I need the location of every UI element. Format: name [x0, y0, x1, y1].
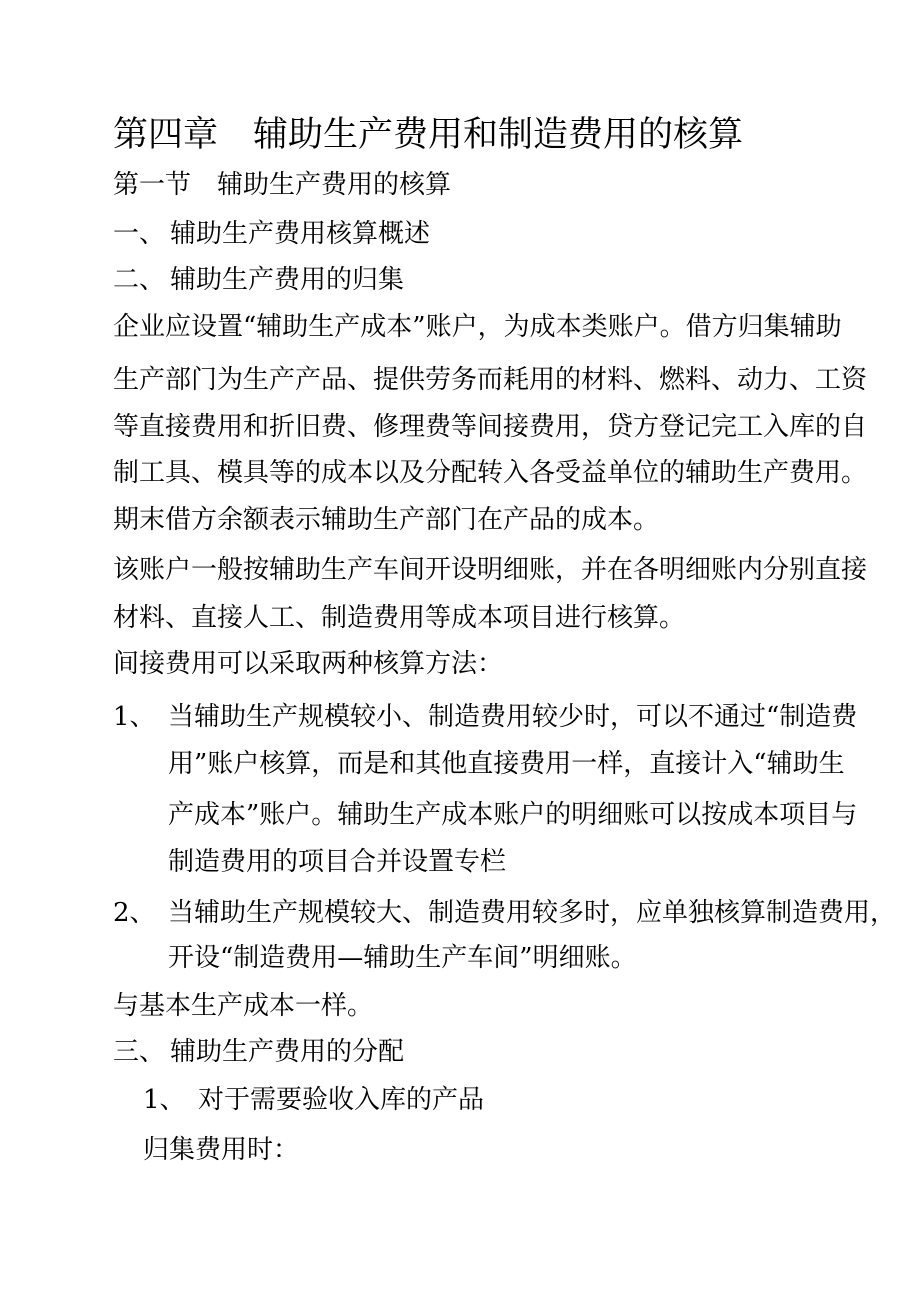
- list-item-line: 产成本”账户。辅助生产成本账户的明细账可以按成本项目与: [168, 800, 858, 830]
- paragraph-line: 间接费用可以采取两种核算方法：: [113, 649, 504, 679]
- heading-1: [113, 219, 430, 249]
- sub-heading-1: [143, 1085, 484, 1115]
- chapter-title: 第四章 辅助生产费用和制造费用的核算: [113, 115, 744, 155]
- paragraph-line: 制工具、模具等的成本以及分配转入各受益单位的辅助生产费用。: [113, 458, 868, 488]
- list-item-line: 当辅助生产规模较大、制造费用较多时，应单独核算制造费用，: [168, 898, 897, 928]
- paragraph-line: 该账户一般按辅助生产车间开设明细账，并在各明细账内分别直接: [113, 555, 868, 585]
- paragraph-line: 与基本生产成本一样。: [113, 991, 374, 1021]
- heading-text: 辅助生产费用的分配: [170, 1037, 405, 1067]
- heading-3: [113, 1037, 404, 1067]
- sub-heading-number: 1、: [143, 1085, 186, 1115]
- paragraph-line: 材料、直接人工、制造费用等成本项目进行核算。: [113, 603, 686, 633]
- list-item-line: 制造费用的项目合并设置专栏: [168, 847, 507, 877]
- heading-text: 辅助生产费用核算概述: [170, 219, 431, 249]
- sub-heading-text: 对于需要验收入库的产品: [198, 1085, 485, 1115]
- heading-number: 二、: [113, 265, 166, 295]
- paragraph-line: 企业应设置“辅助生产成本”账户，为成本类账户。借方归集辅助: [113, 312, 842, 342]
- list-item-number: 1、: [113, 702, 156, 732]
- list-item-line: 当辅助生产规模较小、制造费用较少时，可以不通过“制造费: [168, 702, 858, 732]
- list-item-line: 用”账户核算，而是和其他直接费用一样，直接计入“辅助生: [168, 749, 845, 779]
- heading-2: [113, 265, 404, 295]
- section-title: 第一节 辅助生产费用的核算: [113, 170, 452, 200]
- paragraph-line: 期末借方余额表示辅助生产部门在产品的成本。: [113, 505, 660, 535]
- paragraph-line: 归集费用时：: [143, 1135, 300, 1165]
- list-item-line: 开设“制造费用—辅助生产车间”明细账。: [168, 943, 637, 973]
- heading-number: 三、: [113, 1037, 166, 1067]
- heading-text: 辅助生产费用的归集: [170, 265, 405, 295]
- list-item-number: 2、: [113, 898, 156, 928]
- paragraph-line: 等直接费用和折旧费、修理费等间接费用，贷方登记完工入库的自: [113, 412, 868, 442]
- heading-number: 一、: [113, 219, 166, 249]
- paragraph-line: 生产部门为生产产品、提供劳务而耗用的材料、燃料、动力、工资: [113, 365, 868, 395]
